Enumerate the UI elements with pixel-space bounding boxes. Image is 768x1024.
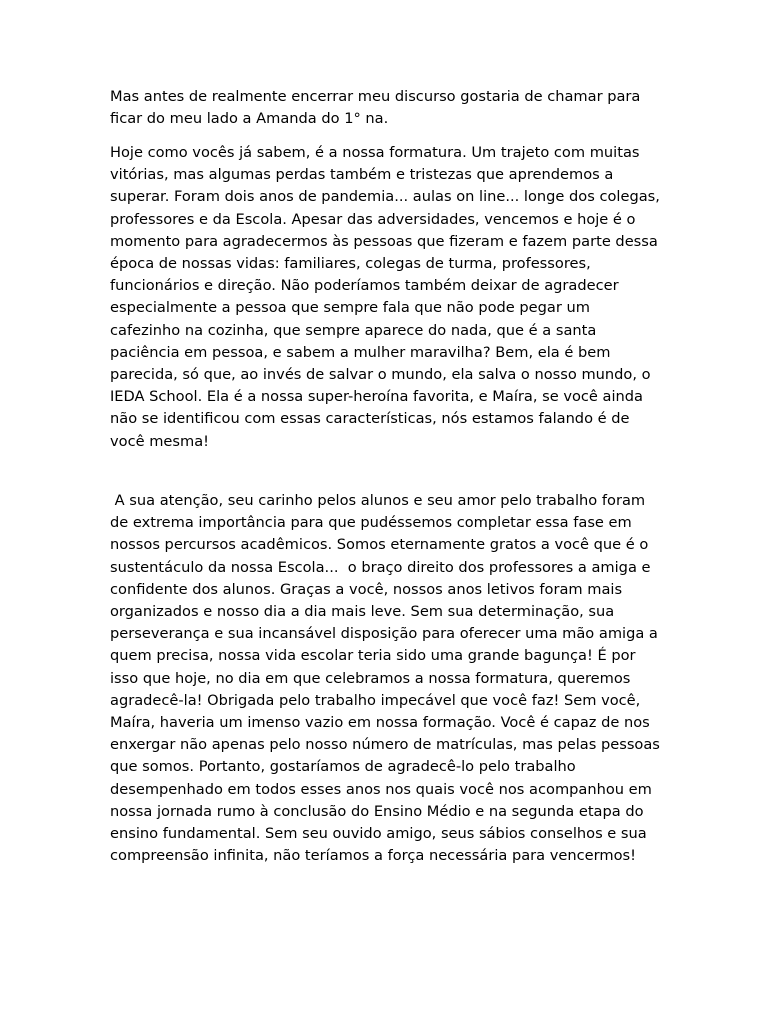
text-line: organizados e nosso dia a dia mais leve. Sem sua determinação, sua (110, 603, 615, 621)
text-line: A sua atenção, seu carinho pelos alunos e seu amor pelo trabalho foram (110, 492, 646, 509)
text-line: Mas antes de realmente encerrar meu discurso gostaria de chamar para (110, 88, 641, 105)
text-line: época de nossas vidas: familiares, colegas de turma, professores, (110, 255, 591, 273)
text-line: sustentáculo da nossa Escola... o braço direito dos professores a amiga e (110, 558, 651, 576)
text-line: quem precisa, nossa vida escolar teria sido uma grande bagunça! É por (110, 647, 636, 665)
text-line: parecida, só que, ao invés de salvar o mundo, ela salva o nosso mundo, o (110, 366, 651, 384)
text-line: perseverança e sua incansável disposição para oferecer uma mão amiga a (110, 625, 658, 643)
paragraph-agradecimento (110, 490, 660, 867)
text-line: de extrema importância para que pudéssemos completar essa fase em (110, 514, 632, 532)
text-line: desempenhado em todos esses anos nos quais você nos acompanhou em (110, 780, 652, 798)
text-line: paciência em pessoa, e sabem a mulher maravilha? Bem, ela é bem (110, 343, 611, 361)
text-line: Maíra, haveria um imenso vazio em nossa formação. Você é capaz de nos (110, 714, 650, 732)
text-line: agradecê-la! Obrigada pelo trabalho impecável que você faz! Sem você, (110, 691, 641, 709)
text-line: IEDA School. Ela é a nossa super-heroína favorita, e Maíra, se você ainda (110, 388, 643, 406)
text-line: funcionários e direção. Não poderíamos também deixar de agradecer (110, 277, 619, 295)
text-line: ficar do meu lado a Amanda do 1° na. (110, 110, 389, 128)
text-line: nossa jornada rumo à conclusão do Ensino Médio e na segunda etapa do (110, 802, 644, 820)
text-line: ensino fundamental. Sem seu ouvido amigo, seus sábios conselhos e sua (110, 825, 647, 843)
text-line: nossos percursos acadêmicos. Somos eternamente gratos a você que é o (110, 536, 649, 554)
text-line: isso que hoje, no dia em que celebramos a nossa formatura, queremos (110, 669, 631, 687)
text-line: momento para agradecermos às pessoas que fizeram e fazem parte dessa (110, 232, 658, 250)
text-line: enxergar não apenas pelo nosso número de matrículas, mas pelas pessoas (110, 736, 660, 754)
text-line: professores e da Escola. Apesar das adversidades, vencemos e hoje é o (110, 210, 636, 228)
text-line: vitórias, mas algumas perdas também e tristezas que aprendemos a (110, 166, 614, 184)
text-line: que somos. Portanto, gostaríamos de agradecê-lo pelo trabalho (110, 758, 576, 776)
text-line: confidente dos alunos. Graças a você, nossos anos letivos foram mais (110, 580, 623, 598)
text-line: especialmente a pessoa que sempre fala que não pode pegar um (110, 299, 590, 317)
text-line: você mesma! (110, 432, 210, 450)
text-line: superar. Foram dois anos de pandemia... aulas on line... longe dos colegas, (110, 188, 660, 206)
text-line: não se identificou com essas características, nós estamos falando é de (110, 410, 630, 428)
text-line: Hoje como vocês já sabem, é a nossa formatura. Um trajeto com muitas (110, 144, 640, 161)
paragraph-formatura (110, 142, 660, 453)
paragraph-intro (110, 86, 650, 130)
text-line: cafezinho na cozinha, que sempre aparece do nada, que é a santa (110, 321, 597, 339)
text-line: compreensão infinita, não teríamos a força necessária para vencermos! (110, 847, 636, 865)
